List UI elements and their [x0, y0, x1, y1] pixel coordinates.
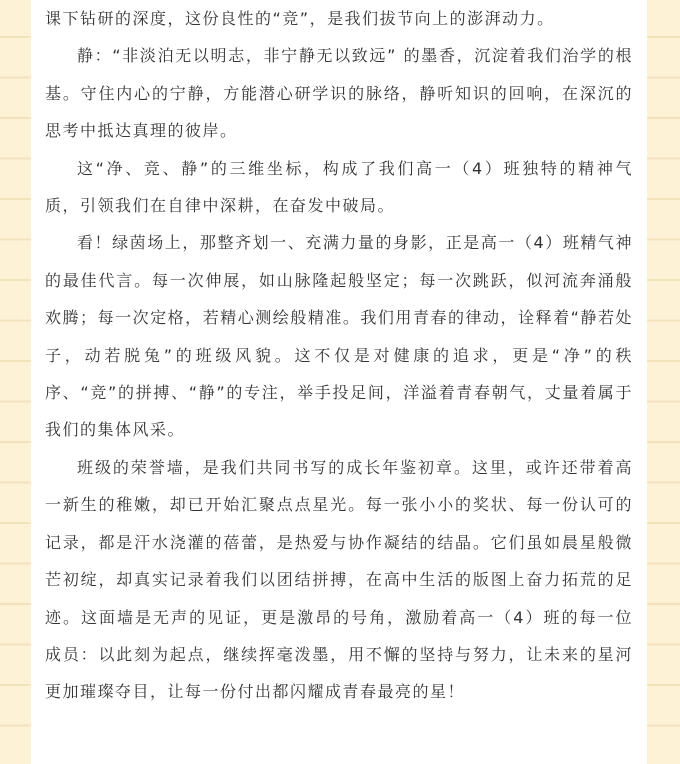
article-page	[31, 0, 647, 764]
article-body	[45, 0, 633, 711]
paragraph-three-dimensions: 这“净、竞、静”的三维坐标，构成了我们高一（4）班独特的精神气质，引领我们在自律中深耕，在奋发中破局。	[45, 158, 633, 216]
right-margin-strip	[647, 0, 680, 764]
left-margin-strip	[0, 0, 31, 764]
paragraph-continued-competition: 课下钻研的深度，这份良性的“竞”，是我们拔节向上的澎湃动力。	[45, 9, 555, 28]
paragraph-exercise: 看！绿茵场上，那整齐划一、充满力量的身影，正是高一（4）班精气神的最佳代言。每一次伸展，如山脉隆起般坚定；每一次跳跃，似河流奔涌般欢腾；每一次定格，若精心测绘般精准。我们用青春的律动，诠释着“静若处子，动若脱兔”的班级风貌。这不仅是对健康的追求，更是“净”的秩序、“竞”的拼搏、“静”的专注，举手投足间，洋溢着青春朝气，丈量着属于我们的集体风采。	[45, 233, 633, 440]
paragraph-honor-wall: 班级的荣誉墙，是我们共同书写的成长年鉴初章。这里，或许还带着高一新生的稚嫩，却已开始汇聚点点星光。每一张小小的奖状、每一份认可的记录，都是汗水浇灌的蓓蕾，是热爱与协作凝结的结晶。它们虽如晨星般微芒初绽，却真实记录着我们以团结拼搏，在高中生活的版图上奋力拓荒的足迹。这面墙是无声的见证，更是激昂的号角，激励着高一（4）班的每一位成员：以此刻为起点，继续挥毫泼墨，用不懈的坚持与努力，让未来的星河更加璀璨夺目，让每一份付出都闪耀成青春最亮的星！	[45, 457, 633, 702]
paragraph-tranquility: 静：“非淡泊无以明志，非宁静无以致远” 的墨香，沉淀着我们治学的根基。守住内心的宁静，方能潜心研学识的脉络，静听知识的回响，在深沉的思考中抵达真理的彼岸。	[45, 46, 633, 141]
